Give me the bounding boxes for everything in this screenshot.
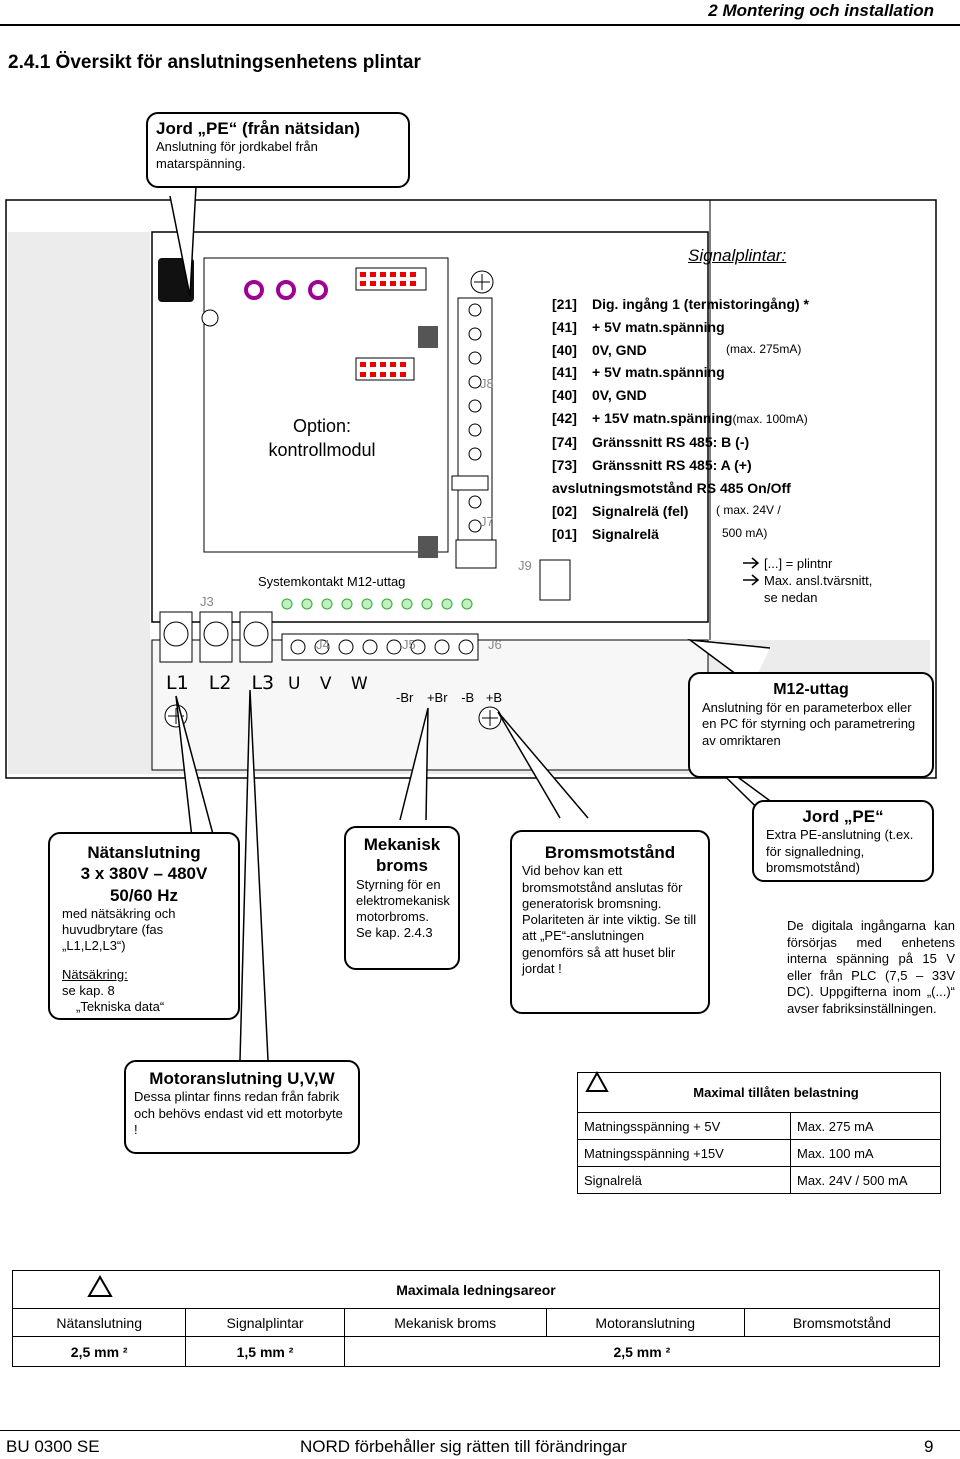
- load-row-value: Max. 24V / 500 mA: [791, 1167, 941, 1194]
- signal-terminal-number: [01]: [552, 526, 577, 542]
- pe-right-text: Extra PE-anslutning (t.ex. för signalledning, bromsmotstånd): [766, 827, 914, 875]
- signal-terminal-number: [40]: [552, 387, 577, 403]
- j5-label: J5: [402, 637, 416, 652]
- l3-label: L3: [251, 672, 275, 694]
- j7-label: J7: [480, 514, 494, 529]
- signal-terminal-number: [74]: [552, 434, 577, 450]
- wire-area-title-text: Maximala ledningsareor: [396, 1281, 556, 1298]
- max-load-title-text: Maximal tillåten belastning: [693, 1085, 859, 1100]
- l1-label: L1: [166, 672, 189, 694]
- signal-row: [552, 342, 802, 358]
- footer-notice: NORD förbehåller sig rätten till förändringar: [300, 1437, 627, 1456]
- mains-fuse-label: Nätsäkring:: [62, 966, 128, 982]
- load-row-label: Signalrelä: [578, 1167, 791, 1194]
- mains-callout: [48, 832, 240, 1020]
- signal-note: (max. 100mA): [732, 412, 808, 426]
- signal-row: [552, 457, 752, 473]
- signal-row: [552, 319, 725, 335]
- wire-area-header: Mekanisk broms: [344, 1309, 546, 1337]
- br-minus-label: -Br: [396, 690, 414, 705]
- chapter-title: 2 Montering och installation: [708, 1, 934, 20]
- wire-area-header: Signalplintar: [186, 1309, 344, 1337]
- motor-terminal-labels: [288, 674, 368, 694]
- signal-terminal-number: [02]: [552, 503, 577, 519]
- br-plus-label: +Br: [426, 690, 448, 705]
- legend-see: se nedan: [764, 590, 818, 605]
- legend-plint: [...] = plintnr: [764, 556, 833, 571]
- mech-brake-callout: [344, 826, 460, 970]
- mains-voltage: 3 x 380V – 480V: [80, 864, 208, 884]
- pe-right-callout: [752, 800, 934, 882]
- wire-area-value: 2,5 mm ²: [13, 1337, 186, 1367]
- option-line2: kontrollmodul: [268, 440, 376, 460]
- systemkontakt-label: Systemkontakt M12-uttag: [258, 574, 406, 589]
- load-row-label: Matningsspänning + 5V: [578, 1113, 791, 1140]
- pe-top-line1: Anslutning för jordkabel från: [156, 139, 318, 155]
- mains-terminal-labels: [166, 672, 274, 694]
- j6-label: J6: [488, 637, 502, 652]
- signal-row: [552, 526, 768, 542]
- load-row-value: Max. 275 mA: [791, 1113, 941, 1140]
- pe-top-callout: [146, 112, 410, 188]
- signal-description: 0V, GND: [592, 342, 647, 358]
- mains-fuse-ref2: „Tekniska data“: [76, 999, 165, 1014]
- mech-brake-title1: Mekanisk: [363, 835, 441, 854]
- signal-description: Signalrelä: [592, 526, 659, 542]
- pe-top-line2: matarspänning.: [156, 155, 246, 171]
- signal-row: [552, 410, 808, 426]
- brake-resistor-callout: [510, 830, 710, 1014]
- signal-row: [552, 480, 791, 496]
- v-label: V: [319, 674, 332, 694]
- signal-description: + 15V matn.spänning: [592, 410, 733, 426]
- wire-area-header: Nätanslutning: [13, 1309, 186, 1337]
- signal-row: [552, 364, 725, 380]
- pe-right-title: Jord „PE“: [802, 807, 884, 826]
- brake-resistor-text: Vid behov kan ett bromsmotstånd anslutas för generatorisk bromsning. Polariteten är inte viktig. Se till att „PE“-anslutningen genomförs så att huset blir jordat !: [522, 863, 697, 976]
- wire-area-value: 1,5 mm ²: [186, 1337, 344, 1367]
- b-plus-label: +B: [485, 690, 503, 705]
- j9-label: J9: [518, 558, 532, 573]
- max-wire-area-table: [12, 1270, 940, 1367]
- signal-description: Dig. ingång 1 (termistoringång) *: [592, 296, 810, 312]
- m12-title: M12-uttag: [773, 681, 849, 698]
- mains-fuse-ref1: se kap. 8: [62, 982, 115, 998]
- mech-brake-title2: broms: [376, 856, 428, 876]
- u-label: U: [288, 674, 301, 694]
- m12-callout: [688, 672, 934, 778]
- wire-area-value: 2,5 mm ²: [344, 1337, 939, 1367]
- brake-resistor-title: Bromsmotstånd: [544, 843, 676, 862]
- signal-row: [552, 503, 781, 519]
- legend-max: Max. ansl.tvärsnitt,: [764, 573, 873, 588]
- j8-label: J8: [480, 376, 494, 391]
- footer-rule: [0, 1430, 960, 1431]
- max-load-title: [578, 1073, 941, 1113]
- option-line1: Option:: [292, 416, 352, 436]
- signal-terminal-number: [42]: [552, 410, 577, 426]
- load-row-label: Matningsspänning +15V: [578, 1140, 791, 1167]
- pe-top-title: Jord „PE“ (från nätsidan): [156, 119, 361, 138]
- signal-row: [552, 296, 809, 312]
- j3-label: J3: [200, 594, 214, 609]
- b-minus-label: -B: [461, 690, 475, 705]
- mains-frequency: 50/60 Hz: [109, 885, 179, 905]
- m12-text: Anslutning för en parameterbox eller en PC för styrning och parametrering av omriktaren: [702, 700, 916, 748]
- section-title: 2.4.1 Översikt för anslutningsenhetens plintar: [8, 52, 421, 73]
- signal-terminal-number: [21]: [552, 296, 577, 312]
- motor-text: Dessa plintar finns redan från fabrik och behövs endast vid ett motorbyte !: [134, 1089, 343, 1137]
- signal-note: 500 mA): [722, 526, 768, 540]
- signal-terminal-number: [41]: [552, 364, 577, 380]
- signal-description: + 5V matn.spänning: [592, 364, 725, 380]
- signal-description: + 5V matn.spänning: [592, 319, 725, 335]
- signal-terminal-number: [41]: [552, 319, 577, 335]
- signal-terminal-number: [73]: [552, 457, 577, 473]
- signal-description: Gränssnitt RS 485: B (-): [592, 434, 750, 450]
- mech-brake-text: Styrning för en elektromekanisk motorbroms. Se kap. 2.4.3: [356, 876, 450, 941]
- mains-title: Nätanslutning: [87, 843, 201, 862]
- signal-note: ( max. 24V /: [716, 503, 781, 517]
- l2-label: L2: [208, 672, 232, 694]
- signal-description: 0V, GND: [592, 387, 647, 403]
- max-load-table: [577, 1072, 941, 1194]
- j4-label: J4: [316, 637, 330, 652]
- signal-row: [552, 434, 749, 450]
- signal-description: Signalrelä (fel): [592, 503, 689, 519]
- page-number: 9: [924, 1437, 934, 1456]
- mains-text: med nätsäkring och huvudbrytare (fas „L1,L2,L3“): [62, 905, 176, 954]
- wire-area-header: Motoranslutning: [546, 1309, 744, 1337]
- wire-area-header: Bromsmotstånd: [744, 1309, 939, 1337]
- signal-title: Signalplintar:: [688, 246, 787, 265]
- signal-row: [552, 387, 647, 403]
- option-label: [262, 414, 382, 462]
- digital-input-note: De digitala ingångarna kan försörjas med enhetens interna spänning på 15 V eller från PLC (7,5 – 33V DC). Uppgifterna inom „(...)“ avser fabriksinställningen.: [787, 918, 955, 1016]
- signal-note: (max. 275mA): [726, 342, 802, 356]
- w-label: W: [350, 674, 368, 694]
- signal-legend: [764, 555, 872, 606]
- doc-number: BU 0300 SE: [6, 1437, 100, 1456]
- signal-terminal-number: [40]: [552, 342, 577, 358]
- brake-terminal-labels: [396, 690, 502, 705]
- signal-description: Gränssnitt RS 485: A (+): [592, 457, 752, 473]
- signal-description: avslutningsmotstånd RS 485 On/Off: [552, 480, 791, 496]
- motor-title: Motoranslutning U,V,W: [149, 1069, 335, 1088]
- load-row-value: Max. 100 mA: [791, 1140, 941, 1167]
- wire-area-title: [13, 1271, 940, 1309]
- motor-callout: [124, 1060, 360, 1154]
